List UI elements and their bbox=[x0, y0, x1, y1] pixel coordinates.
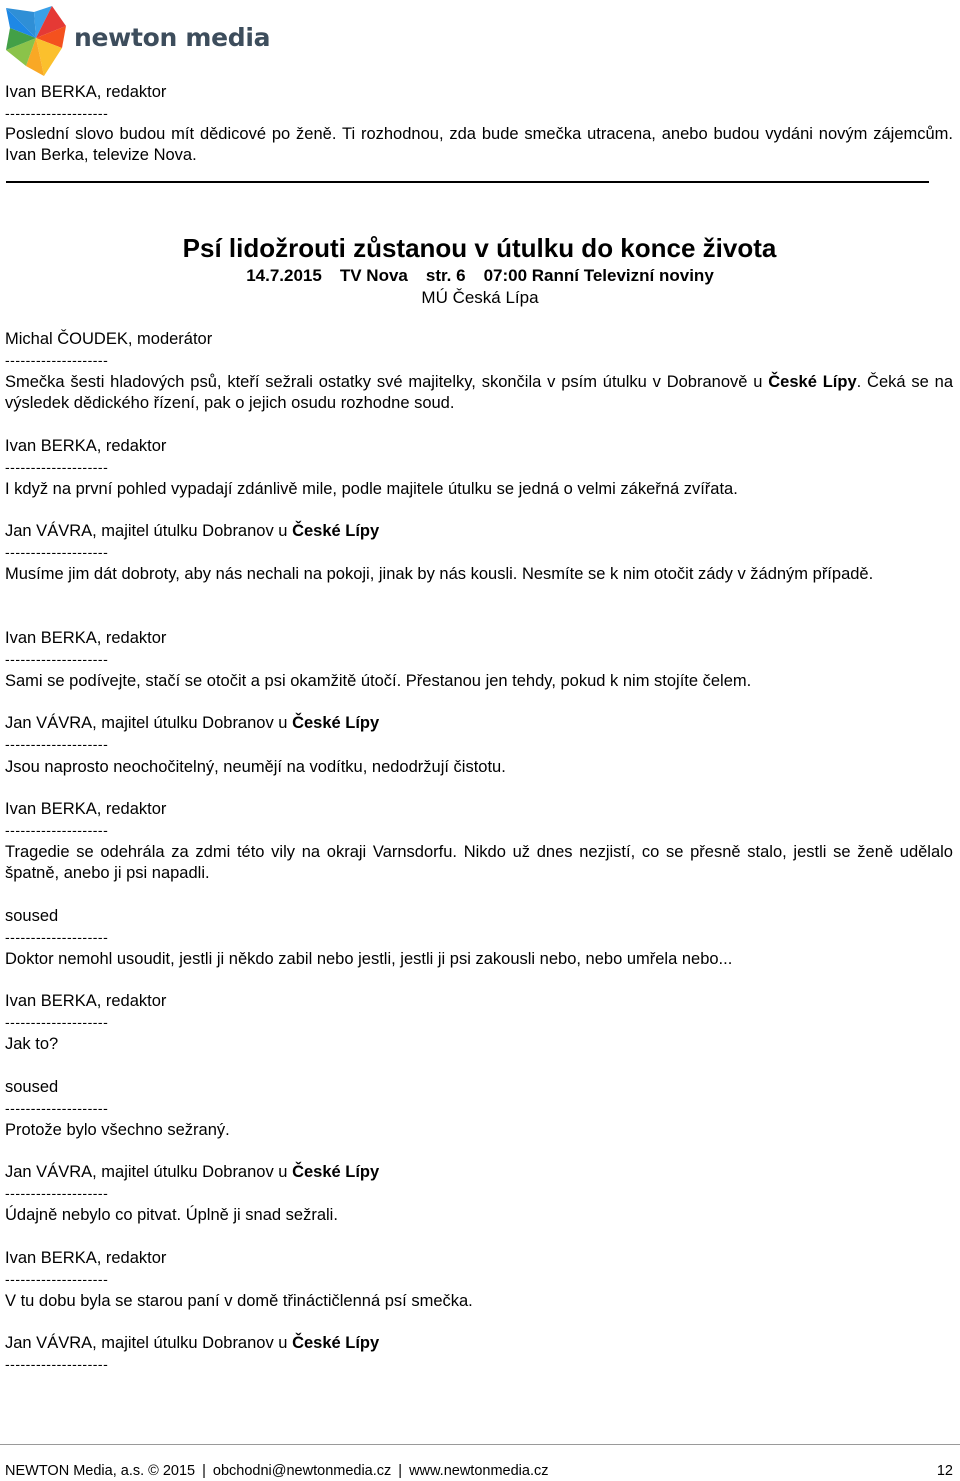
speaker-label: Ivan BERKA, redaktor bbox=[5, 437, 167, 455]
footer-copyright: © 2015 bbox=[148, 1463, 196, 1479]
speaker-label: Ivan BERKA, redaktor bbox=[5, 1249, 167, 1267]
footer-email-link[interactable]: obchodni@newtonmedia.cz bbox=[212, 1463, 392, 1479]
transcript-paragraph: Sami se podívejte, stačí se otočit a psi okamžitě útočí. Přestanou jen tehdy, pokud k nim stojíte čelem. bbox=[5, 672, 752, 690]
separator: -------------------- bbox=[5, 929, 109, 945]
separator: -------------------- bbox=[5, 352, 109, 368]
separator: -------------------- bbox=[5, 1271, 109, 1287]
transcript-paragraph: V tu dobu byla se starou paní v domě třináctičlenná psí smečka. bbox=[5, 1292, 473, 1310]
transcript-paragraph: Jsou naprosto neochočitelný, neumějí na vodítku, nedodržují čistotu. bbox=[5, 758, 506, 776]
speaker-label: Ivan BERKA, redaktor bbox=[5, 992, 167, 1010]
footer-divider bbox=[0, 1444, 960, 1445]
separator: -------------------- bbox=[5, 822, 109, 838]
article-channel: TV Nova bbox=[339, 266, 408, 285]
separator: -------------------- bbox=[5, 1356, 109, 1372]
transcript-paragraph: Jak to? bbox=[5, 1035, 59, 1053]
article-page: str. 6 bbox=[425, 266, 466, 285]
transcript-paragraph: Smečka šesti hladových psů, kteří sežrali ostatky své majitelky, skončila v psím útulku v Dobranově u České Lípy. Čeká se na výsledek dědického řízení, pak o jejich osudu rozhodne soud. bbox=[5, 373, 953, 412]
location-highlight: České Lípy bbox=[292, 1334, 380, 1352]
separator: -------------------- bbox=[5, 736, 109, 752]
intro-separator: -------------------- bbox=[5, 105, 109, 121]
location-highlight: České Lípy bbox=[292, 1163, 380, 1181]
location-highlight: České Lípy bbox=[768, 373, 857, 391]
article-divider bbox=[6, 181, 929, 183]
transcript-paragraph: I když na první pohled vypadají zdánlivě mile, podle majitele útulku se jedná o velmi zákeřná zvířata. bbox=[5, 480, 738, 498]
speaker-label: Ivan BERKA, redaktor bbox=[5, 629, 167, 647]
separator: -------------------- bbox=[5, 1185, 109, 1201]
transcript-paragraph: Musíme jim dát dobroty, aby nás nechali na pokoji, jinak by nás kousli. Nesmíte se k nim otočit zády v žádným případě. bbox=[5, 565, 874, 583]
footer-website-link[interactable]: www.newtonmedia.cz bbox=[409, 1463, 549, 1479]
transcript-paragraph: Údajně nebylo co pitvat. Úplně ji snad sežrali. bbox=[5, 1206, 338, 1224]
separator: -------------------- bbox=[5, 1100, 109, 1116]
separator: -------------------- bbox=[5, 544, 109, 560]
separator: -------------------- bbox=[5, 459, 109, 475]
separator: -------------------- bbox=[5, 1014, 109, 1030]
transcript-paragraph: Doktor nemohl usoudit, jestli ji někdo zabil nebo jestli, jestli ji psi zakousli nebo, nebo umřela nebo... bbox=[5, 950, 733, 968]
article-header bbox=[0, 232, 960, 309]
separator: -------------------- bbox=[5, 651, 109, 667]
footer-company: NEWTON Media, a.s. bbox=[5, 1463, 145, 1479]
speaker-label: Michal ČOUDEK, moderátor bbox=[5, 330, 213, 348]
speaker-label: Jan VÁVRA, majitel útulku Dobranov u České Lípy bbox=[5, 714, 380, 732]
page-number: 12 bbox=[936, 1463, 953, 1479]
article-meta bbox=[0, 265, 960, 287]
footer-separator: | bbox=[398, 1463, 403, 1479]
page-footer bbox=[5, 1462, 953, 1480]
footer-separator: | bbox=[202, 1463, 206, 1479]
article-title: Psí lidožrouti zůstanou v útulku do konce života bbox=[182, 233, 777, 263]
speaker-label: soused bbox=[5, 907, 59, 925]
location-highlight: České Lípy bbox=[292, 522, 380, 540]
intro-speaker: Ivan BERKA, redaktor bbox=[5, 83, 167, 101]
article-region: MÚ Česká Lípa bbox=[421, 288, 539, 307]
logo-text: newton media bbox=[74, 22, 271, 52]
speaker-label: Jan VÁVRA, majitel útulku Dobranov u České Lípy bbox=[5, 522, 380, 540]
speaker-label: Jan VÁVRA, majitel útulku Dobranov u České Lípy bbox=[5, 1334, 380, 1352]
location-highlight: České Lípy bbox=[292, 714, 380, 732]
speaker-label: soused bbox=[5, 1078, 59, 1096]
intro-paragraph: Poslední slovo budou mít dědicové po ženě. Ti rozhodnou, zda bude smečka utracena, anebo budou vydáni novým zájemcům. Ivan Berka, televize Nova. bbox=[5, 125, 953, 164]
transcript-paragraph: Protože bylo všechno sežraný. bbox=[5, 1121, 230, 1139]
speaker-label: Jan VÁVRA, majitel útulku Dobranov u České Lípy bbox=[5, 1163, 380, 1181]
article-time-program: 07:00 Ranní Televizní noviny bbox=[483, 266, 714, 285]
newton-media-logo bbox=[4, 4, 270, 78]
speaker-label: Ivan BERKA, redaktor bbox=[5, 800, 167, 818]
pinwheel-logo-icon bbox=[4, 4, 68, 78]
article-date: 14.7.2015 bbox=[246, 266, 322, 285]
transcript-paragraph: Tragedie se odehrála za zdmi této vily na okraji Varnsdorfu. Nikdo už dnes nezjistí, co se přesně stalo, jestli se ženě udělalo špatně, anebo ji psi napadli. bbox=[5, 843, 953, 882]
